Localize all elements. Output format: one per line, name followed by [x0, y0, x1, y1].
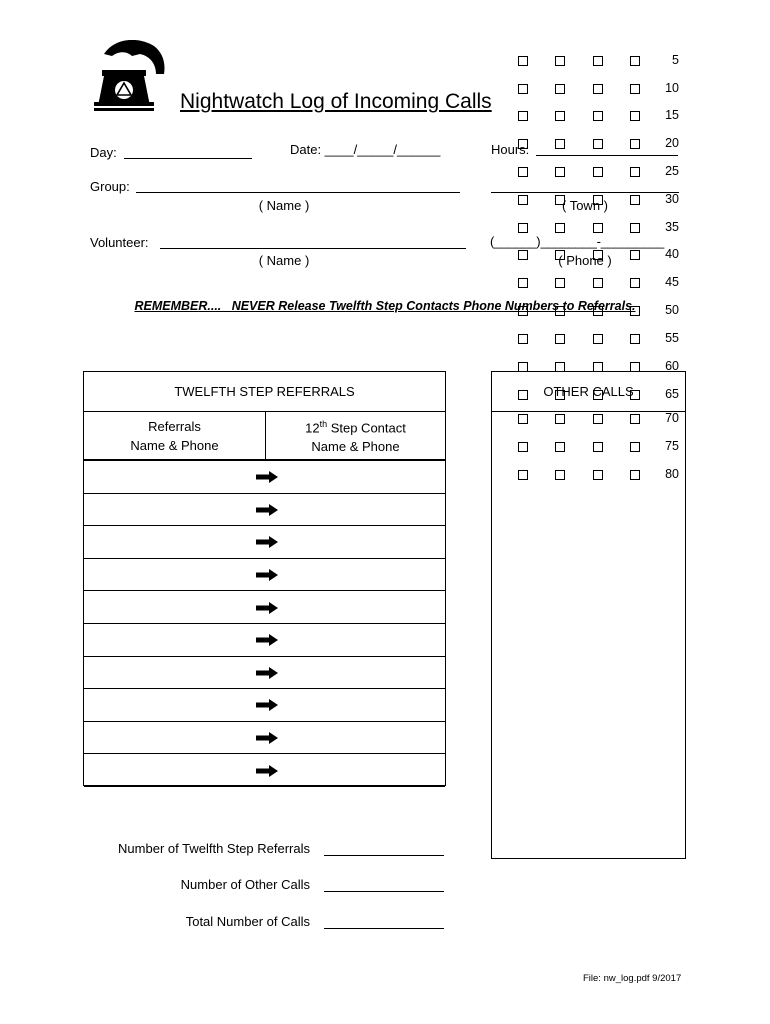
referral-row[interactable]: [84, 559, 445, 592]
checkbox-icon[interactable]: [555, 278, 565, 288]
twelfth-count-field[interactable]: [324, 855, 444, 856]
total-count-label: Total Number of Calls: [185, 914, 310, 929]
contact-column-header: [266, 412, 445, 459]
group-label: Group:: [90, 179, 130, 194]
twelfth-step-title: TWELFTH STEP REFERRALS: [84, 372, 445, 412]
contact-col-sup: th: [319, 418, 328, 429]
checkbox-icon[interactable]: [630, 223, 640, 233]
other-calls-title: OTHER CALLS: [492, 372, 685, 412]
checkbox-icon[interactable]: [593, 195, 603, 205]
checkbox-icon[interactable]: [593, 84, 603, 94]
group-name-field[interactable]: [136, 192, 460, 193]
call-count-label: 35: [665, 220, 679, 234]
checkbox-icon[interactable]: [518, 111, 528, 121]
day-label: Day:: [90, 145, 117, 160]
right-arrow-icon: [256, 536, 278, 548]
volunteer-label: Volunteer:: [90, 235, 149, 250]
call-count-label: 40: [665, 247, 679, 261]
checkbox-icon[interactable]: [630, 470, 640, 480]
right-arrow-icon: [256, 471, 278, 483]
checkbox-icon[interactable]: [518, 84, 528, 94]
right-arrow-icon: [256, 667, 278, 679]
right-arrow-icon: [256, 504, 278, 516]
call-count-label: 65: [665, 387, 679, 401]
checkbox-icon[interactable]: [630, 111, 640, 121]
checkbox-icon[interactable]: [593, 442, 603, 452]
checkbox-icon[interactable]: [555, 167, 565, 177]
referral-row[interactable]: [84, 754, 445, 787]
referral-row[interactable]: [84, 591, 445, 624]
contact-col-line2: Name & Phone: [311, 439, 400, 455]
referral-row[interactable]: [84, 689, 445, 722]
phone-logo-icon: [90, 40, 168, 112]
checkbox-icon[interactable]: [518, 278, 528, 288]
checkbox-icon[interactable]: [555, 111, 565, 121]
right-arrow-icon: [256, 732, 278, 744]
call-count-label: 60: [665, 359, 679, 373]
call-count-label: 15: [665, 108, 679, 122]
checkbox-icon[interactable]: [630, 334, 640, 344]
checkbox-icon[interactable]: [518, 390, 528, 400]
checkbox-icon[interactable]: [593, 334, 603, 344]
checkbox-icon[interactable]: [593, 362, 603, 372]
checkbox-icon[interactable]: [518, 442, 528, 452]
referrals-col-line2: Name & Phone: [130, 437, 219, 453]
checkbox-icon[interactable]: [630, 442, 640, 452]
referral-row[interactable]: [84, 494, 445, 527]
referrals-column-header: [84, 412, 266, 459]
checkbox-icon[interactable]: [593, 250, 603, 260]
checkbox-icon[interactable]: [555, 362, 565, 372]
contact-col-line1: [305, 415, 406, 437]
twelfth-step-subheader: [84, 412, 445, 461]
hours-field[interactable]: [536, 155, 678, 156]
volunteer-name-field[interactable]: [160, 248, 466, 249]
day-field[interactable]: [124, 158, 252, 159]
volunteer-phone-caption: ( Phone ): [558, 253, 612, 268]
checkbox-icon[interactable]: [555, 442, 565, 452]
checkbox-icon[interactable]: [630, 167, 640, 177]
checkbox-icon[interactable]: [593, 56, 603, 66]
other-count-field[interactable]: [324, 891, 444, 892]
referrals-col-line1: Referrals: [148, 418, 201, 434]
checkbox-icon[interactable]: [518, 470, 528, 480]
checkbox-icon[interactable]: [630, 195, 640, 205]
checkbox-icon[interactable]: [593, 278, 603, 288]
checkbox-icon[interactable]: [593, 470, 603, 480]
date-label: Date: ____/_____/______: [290, 142, 441, 157]
checkbox-icon[interactable]: [555, 250, 565, 260]
call-count-label: 45: [665, 275, 679, 289]
checkbox-icon[interactable]: [518, 195, 528, 205]
referral-row[interactable]: [84, 657, 445, 690]
footer-file-info: File: nw_log.pdf 9/2017: [583, 973, 682, 984]
contact-col-text: Step Contact: [327, 420, 406, 436]
checkbox-icon[interactable]: [630, 306, 640, 316]
right-arrow-icon: [256, 602, 278, 614]
checkbox-icon[interactable]: [555, 306, 565, 316]
twelfth-step-table: [83, 371, 446, 786]
hours-label: Hours:: [491, 142, 530, 157]
checkbox-icon[interactable]: [630, 414, 640, 424]
volunteer-name-caption: ( Name ): [258, 253, 310, 268]
checkbox-icon[interactable]: [555, 223, 565, 233]
page-title: Nightwatch Log of Incoming Calls: [180, 90, 492, 113]
checkbox-icon[interactable]: [630, 390, 640, 400]
right-arrow-icon: [256, 699, 278, 711]
referral-row[interactable]: [84, 461, 445, 494]
checkbox-icon[interactable]: [555, 390, 565, 400]
referral-row[interactable]: [84, 722, 445, 755]
twelfth-count-label: Number of Twelfth Step Referrals: [118, 841, 310, 856]
checkbox-icon[interactable]: [593, 390, 603, 400]
call-count-label: 50: [665, 303, 679, 317]
checkbox-icon[interactable]: [518, 414, 528, 424]
checkbox-icon[interactable]: [593, 414, 603, 424]
call-count-label: 25: [665, 164, 679, 178]
checkbox-icon[interactable]: [518, 223, 528, 233]
call-count-label: 30: [665, 192, 679, 206]
group-town-field[interactable]: [491, 192, 679, 193]
checkbox-icon[interactable]: [518, 167, 528, 177]
call-count-label: 55: [665, 331, 679, 345]
checkbox-icon[interactable]: [518, 56, 528, 66]
checkbox-icon[interactable]: [555, 84, 565, 94]
right-arrow-icon: [256, 569, 278, 581]
checkbox-icon[interactable]: [555, 414, 565, 424]
call-count-label: 10: [665, 81, 679, 95]
contact-col-num: 12: [305, 420, 320, 436]
checkbox-icon[interactable]: [518, 250, 528, 260]
checkbox-icon[interactable]: [555, 56, 565, 66]
checkbox-icon[interactable]: [555, 334, 565, 344]
right-arrow-icon: [256, 634, 278, 646]
checkbox-icon[interactable]: [630, 250, 640, 260]
referral-row[interactable]: [84, 624, 445, 657]
checkbox-icon[interactable]: [593, 111, 603, 121]
call-count-label: 20: [665, 136, 679, 150]
call-count-label: 70: [665, 411, 679, 425]
checkbox-icon[interactable]: [593, 223, 603, 233]
checkbox-icon[interactable]: [518, 334, 528, 344]
right-arrow-icon: [256, 765, 278, 777]
checkbox-icon[interactable]: [593, 139, 603, 149]
checkbox-icon[interactable]: [518, 306, 528, 316]
checkbox-icon[interactable]: [593, 306, 603, 316]
checkbox-icon[interactable]: [555, 139, 565, 149]
checkbox-icon[interactable]: [518, 362, 528, 372]
checkbox-icon[interactable]: [630, 84, 640, 94]
checkbox-icon[interactable]: [630, 56, 640, 66]
checkbox-icon[interactable]: [630, 278, 640, 288]
checkbox-icon[interactable]: [518, 139, 528, 149]
referral-row[interactable]: [84, 526, 445, 559]
group-town-caption: ( Town ): [562, 198, 608, 213]
remember-notice: REMEMBER.... NEVER Release Twelfth Step Contacts Phone Numbers to Referrals.: [134, 299, 636, 313]
checkbox-icon[interactable]: [630, 362, 640, 372]
call-count-label: 5: [672, 53, 679, 67]
checkbox-icon[interactable]: [555, 195, 565, 205]
checkbox-icon[interactable]: [555, 470, 565, 480]
other-count-label: Number of Other Calls: [180, 877, 310, 892]
total-count-field[interactable]: [324, 928, 444, 929]
volunteer-phone-field[interactable]: (______)________-_________: [490, 234, 665, 249]
checkbox-icon[interactable]: [630, 139, 640, 149]
checkbox-icon[interactable]: [593, 167, 603, 177]
call-count-label: 75: [665, 439, 679, 453]
group-name-caption: ( Name ): [258, 198, 310, 213]
call-count-label: 80: [665, 467, 679, 481]
